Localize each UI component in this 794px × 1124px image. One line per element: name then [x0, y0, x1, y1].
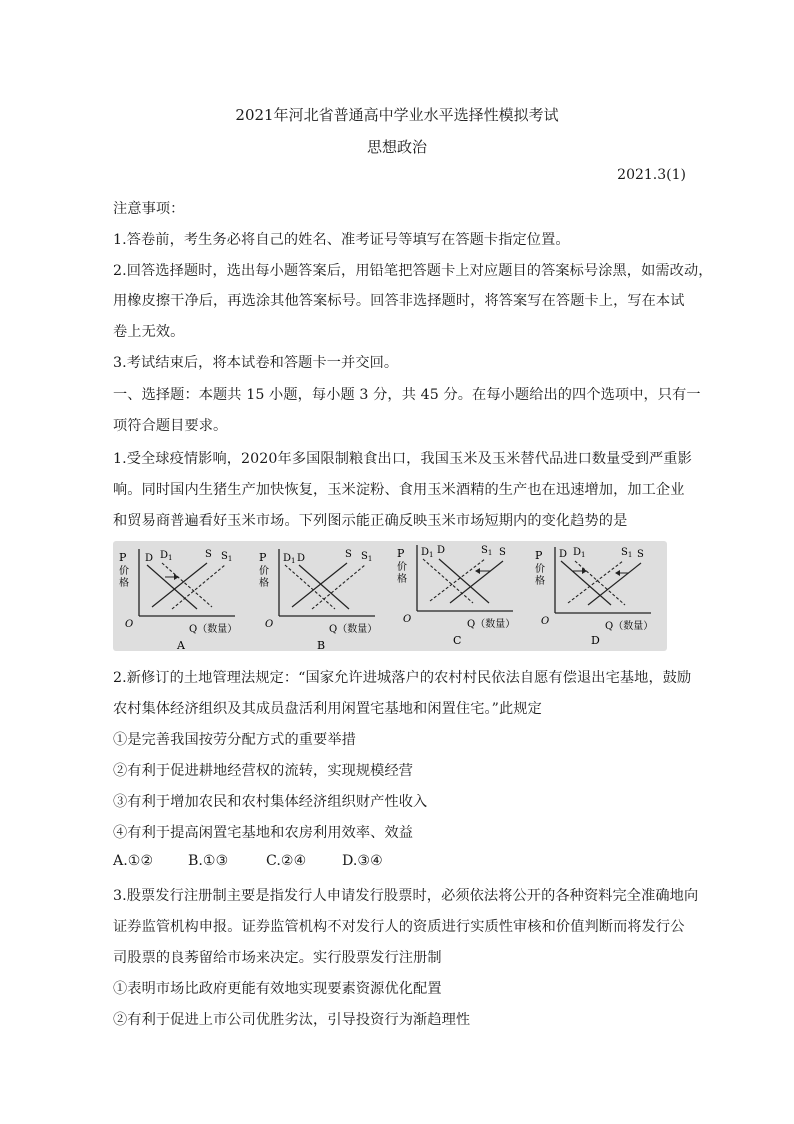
curve-d1: [285, 565, 335, 609]
panel-label-a: A: [177, 639, 185, 652]
supply-demand-figure: [113, 541, 667, 651]
question-2-text: 2.新修订的土地管理法规定：“国家允许进城落户的农村村民依法自愿有偿退出宅基地，鼓励: [113, 670, 692, 686]
curve-s-label: S: [205, 549, 212, 560]
axis-q-label: Q（数量）: [329, 624, 378, 635]
diagram-panel-a: [117, 541, 247, 651]
curve-d1-label: $D_1$: [160, 550, 173, 562]
panel-label-d: D: [591, 634, 600, 647]
axis-price-label: 价: [397, 562, 407, 573]
exam-date: 2021.3(1): [617, 167, 686, 183]
axis-price-label: 格: [397, 574, 407, 585]
curve-s-label: S: [499, 547, 506, 558]
curve-s1: [312, 565, 365, 609]
origin-label: O: [265, 619, 274, 630]
axis-price-label: 格: [259, 578, 269, 589]
curve-s: [588, 563, 641, 605]
origin-label: O: [541, 616, 550, 627]
axis-p-label: P: [535, 549, 543, 562]
axis-p-label: P: [119, 551, 127, 564]
notice-line: 2.回答选择题时，选出每小题答案后，用铅笔把答题卡上对应题目的答案标号涂黑，如需改动，: [113, 263, 713, 279]
diagram-panel-c: [395, 541, 525, 651]
question-2-text: 农村集体经济组织及其成员盘活利用闲置宅基地和闲置住宅。”此规定: [113, 701, 542, 717]
curve-d: [439, 559, 489, 603]
answer-option-a: A.①②: [113, 853, 154, 869]
statement-item: ②有利于促进耕地经营权的流转，实现规模经营: [113, 763, 414, 779]
curve-s-label: S: [345, 549, 352, 560]
question-1-text: 和贸易商普遍看好玉米市场。下列图示能正确反映玉米市场短期内的变化趋势的是: [113, 513, 628, 529]
axis-p-label: P: [397, 547, 405, 560]
axis-q-label: Q（数量）: [605, 621, 654, 632]
statement-item: ①是完善我国按劳分配方式的重要举措: [113, 732, 356, 748]
curve-s-label: S: [637, 549, 644, 560]
statement-item: ①表明市场比政府更能有效地实现要素资源优化配置: [113, 981, 442, 997]
origin-label: O: [403, 614, 412, 625]
question-3-text: 司股票的良莠留给市场来决定。实行股票发行注册制: [113, 950, 442, 966]
curve-s1: [430, 559, 485, 601]
panel-label-c: C: [453, 634, 462, 647]
statement-item: ②有利于促进上市公司优胜劣汰，引导投资行为渐趋理性: [113, 1012, 471, 1028]
curve-d1-label: $D_1$: [421, 547, 434, 559]
curve-s1-label: $S_1$: [361, 551, 373, 563]
axis-price-label: 格: [119, 578, 129, 589]
notice-line: 卷上无效。: [113, 324, 185, 340]
curve-d1-label: $D_1$: [573, 547, 586, 559]
subject-title: 思想政治: [366, 138, 427, 156]
exam-title: 2021年河北省普通高中学业水平选择性模拟考试: [235, 106, 559, 124]
curve-d-label: D: [437, 545, 446, 556]
axis-price-label: 价: [535, 564, 545, 575]
section-heading: 一、选择题：本题共 15 小题，每小题 3 分，共 45 分。在每小题给出的四个选项中，只有一: [113, 387, 701, 403]
answer-option-b: B.①③: [188, 853, 229, 869]
notice-line: 用橡皮擦干净后，再选涂其他答案标号。回答非选择题时，将答案写在答题卡上，写在本试: [113, 293, 685, 309]
curve-d1: [575, 561, 625, 605]
curve-d: [561, 561, 611, 605]
axis-q-label: Q（数量）: [189, 624, 238, 635]
statement-item: ④有利于提高闲置宅基地和农房利用效率、效益: [113, 825, 414, 841]
notice-line: 1.答卷前，考生务必将自己的姓名、准考证号等填写在答题卡指定位置。: [113, 232, 570, 248]
axis-price-label: 格: [535, 576, 545, 587]
curve-d-label: D: [559, 549, 568, 560]
question-3-text: 证券监管机构申报。证券监管机构不对发行人的资质进行实质性审核和价值判断而将发行公: [113, 919, 685, 935]
curve-d1-label: $D_1$: [283, 553, 296, 565]
axis-price-label: 价: [119, 566, 129, 577]
question-3-text: 3.股票发行注册制主要是指发行人申请发行股票时，必须依法将公开的各种资料完全准确地向: [113, 888, 699, 904]
curve-d: [299, 565, 349, 609]
panel-label-b: B: [317, 639, 326, 652]
curve-s1: [172, 565, 225, 609]
answer-option-d: D.③④: [342, 853, 383, 869]
statement-item: ③有利于增加农民和农村集体经济组织财产性收入: [113, 794, 428, 810]
curve-d-label: D: [297, 553, 306, 564]
curve-d1: [423, 559, 473, 603]
question-1-text: 响。同时国内生猪生产加快恢复，玉米淀粉、食用玉米酒精的生产也在迅速增加，加工企业: [113, 482, 685, 498]
curve-s: [450, 561, 503, 603]
curve-s1-label: $S_1$: [221, 551, 233, 563]
curve-s1: [568, 561, 623, 603]
axis-price-label: 价: [259, 566, 269, 577]
axis-q-label: Q（数量）: [467, 619, 516, 630]
origin-label: O: [125, 619, 134, 630]
notice-heading: 注意事项：: [113, 201, 185, 217]
diagram-panel-d: [533, 541, 663, 651]
notice-line: 3.考试结束后，将本试卷和答题卡一并交回。: [113, 355, 399, 371]
curve-s: [152, 563, 207, 607]
curve-d-label: D: [145, 553, 154, 564]
axis-p-label: P: [259, 551, 267, 564]
answer-option-c: C.②④: [266, 853, 307, 869]
question-1-text: 1.受全球疫情影响，2020年多国限制粮食出口，我国玉米及玉米替代品进口数量受到严重影: [113, 451, 692, 467]
section-heading-cont: 项符合题目要求。: [113, 418, 228, 434]
curve-s1-label: $S_1$: [481, 545, 493, 557]
curve-s1-label: $S_1$: [621, 547, 633, 559]
diagram-panel-b: [257, 541, 387, 651]
